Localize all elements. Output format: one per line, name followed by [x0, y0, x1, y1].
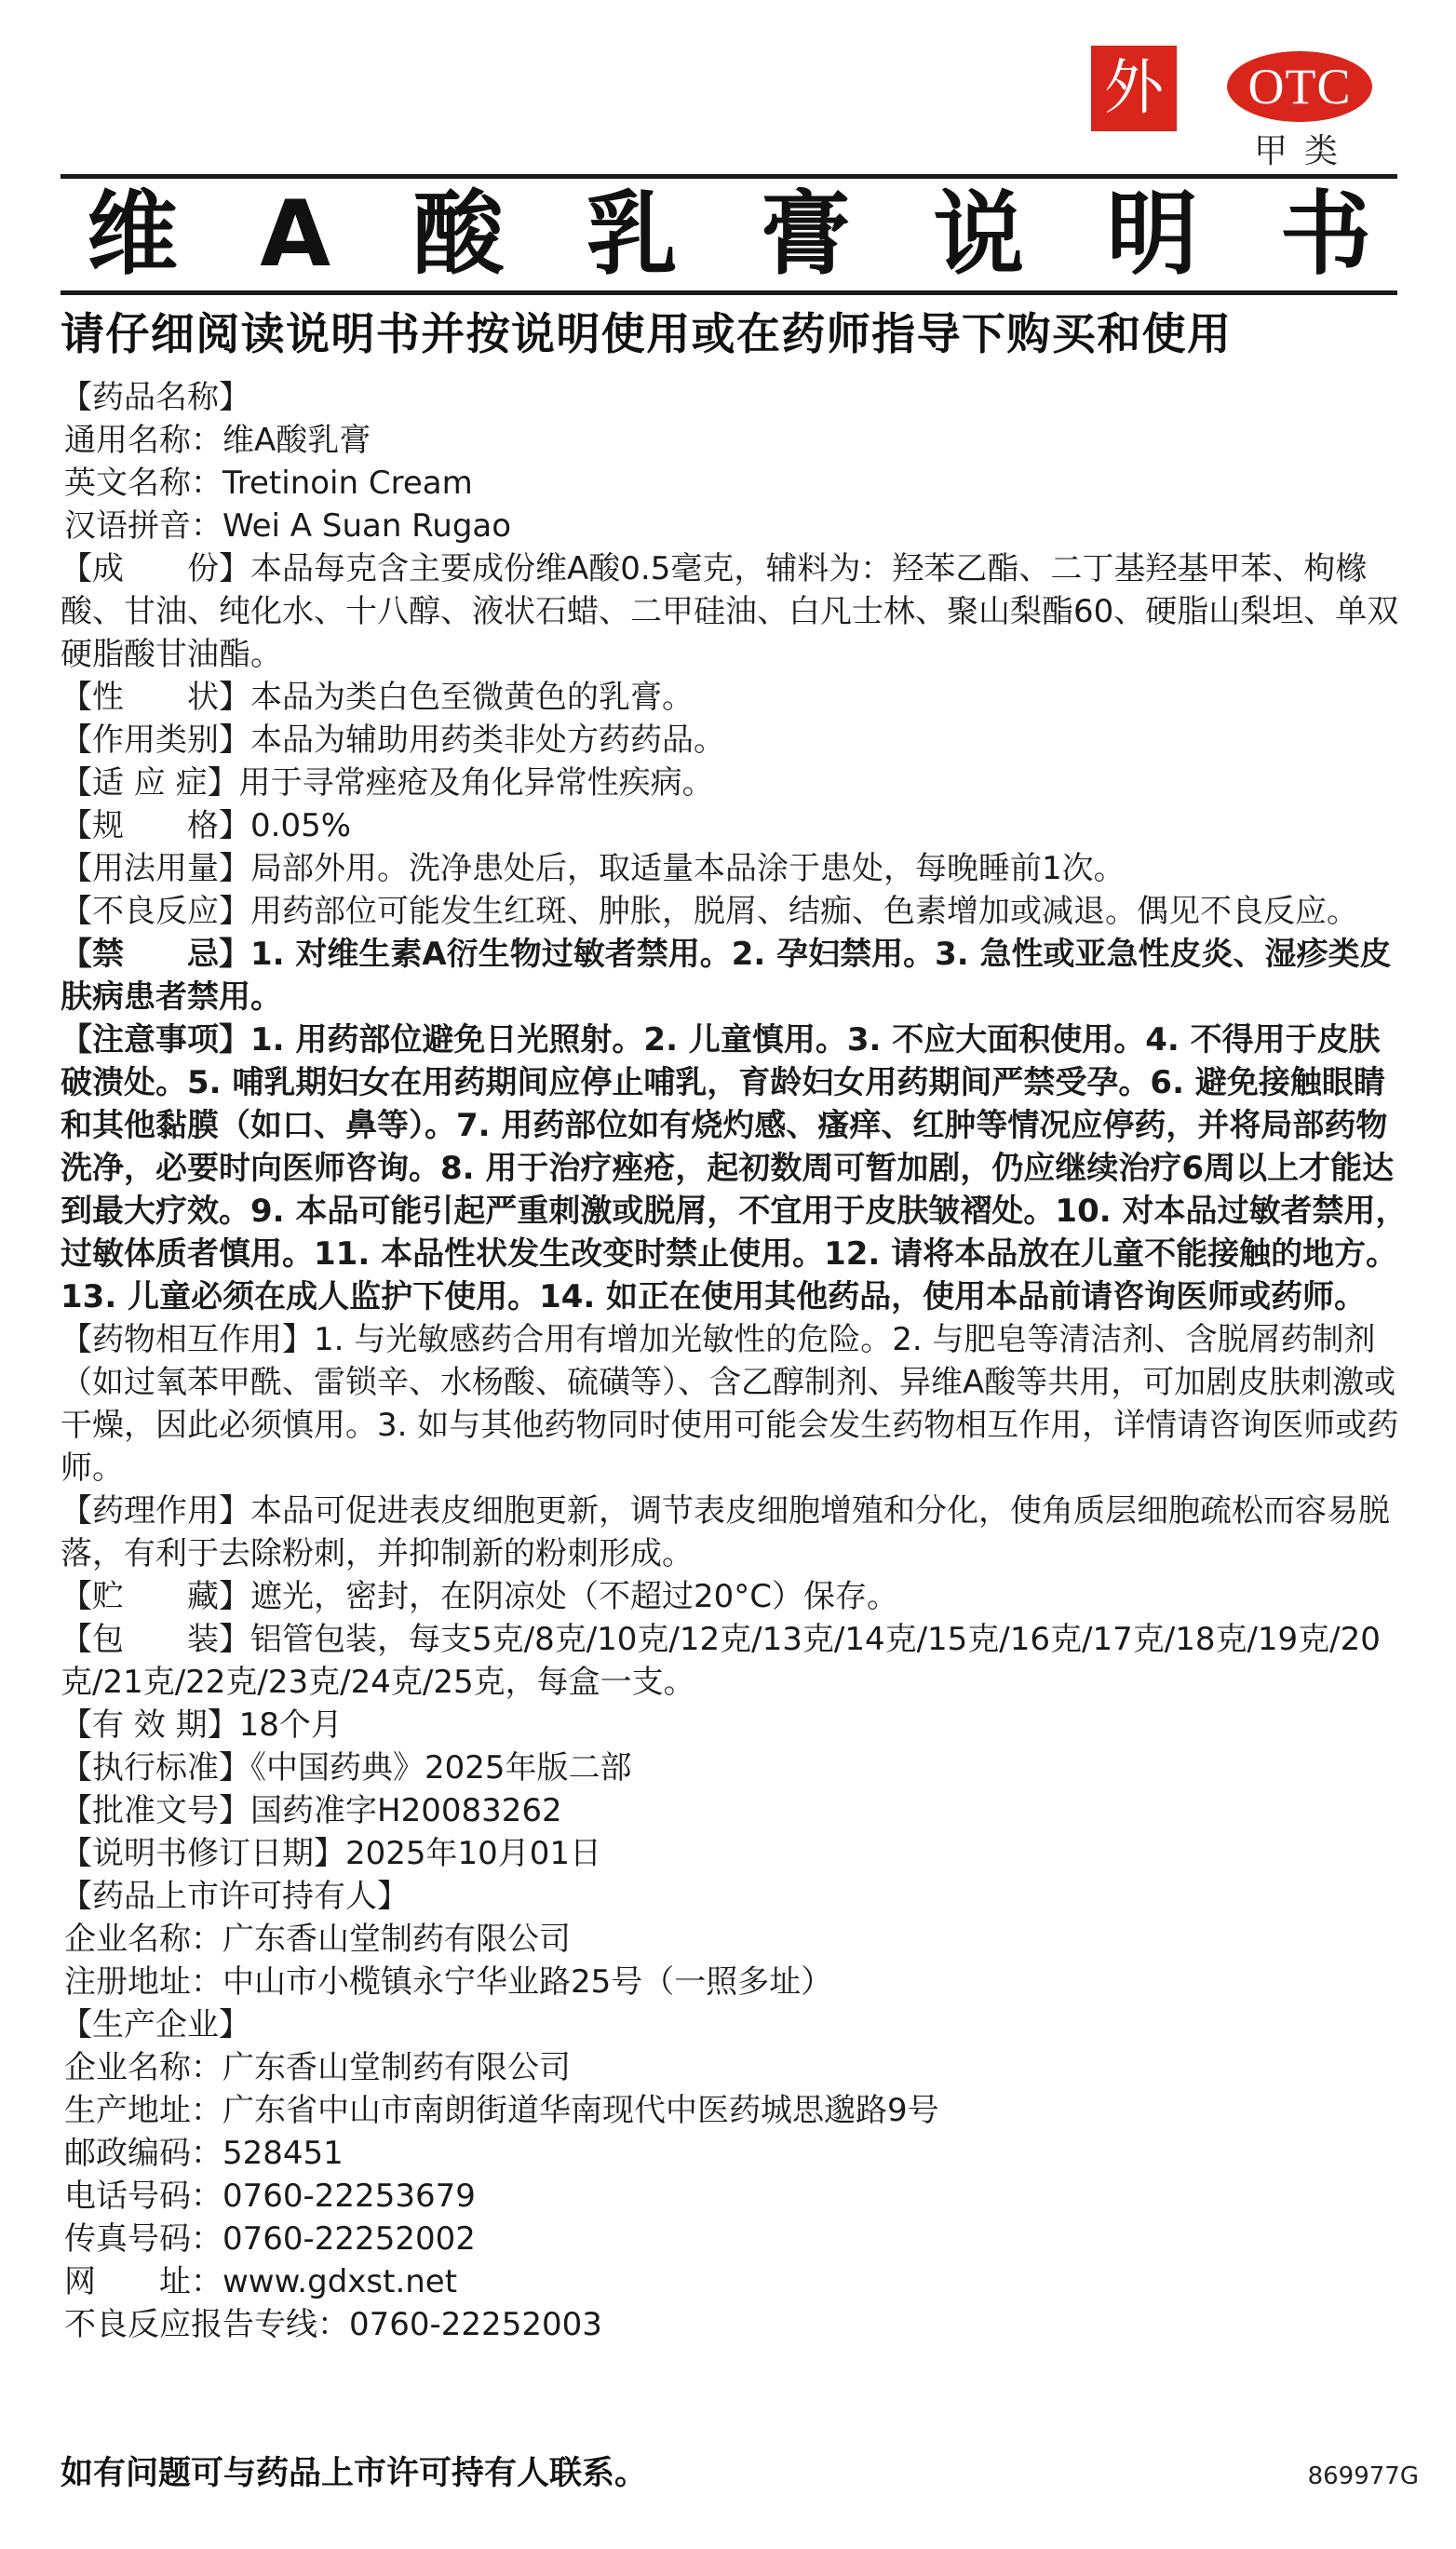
section-value: 2025年10月01日	[345, 1835, 602, 1872]
specification-section	[61, 804, 1410, 847]
field-label: 汉语拼音：	[64, 507, 222, 545]
external-use-badge	[1091, 46, 1177, 131]
section-label: 【药物相互作用】	[61, 1321, 314, 1358]
page-title	[61, 179, 1397, 290]
phone-row	[61, 2175, 1410, 2218]
otc-oval-icon	[1227, 51, 1372, 122]
section-value: 遮光，密封，在阴凉处（不超过20°C）保存。	[250, 1578, 899, 1615]
package-section	[61, 1618, 1410, 1704]
section-label: 【禁 忌】	[61, 936, 250, 973]
section-label: 【作用类别】	[61, 722, 250, 759]
section-value: 本品为辅助用药类非处方药药品。	[250, 722, 725, 759]
title-char: 酸	[412, 182, 505, 288]
ingredients-section	[61, 547, 1410, 676]
field-label: 生产地址：	[64, 2092, 222, 2129]
field-label: 英文名称：	[64, 465, 222, 502]
field-label: 企业名称：	[64, 1921, 222, 1958]
section-value: 1. 对维生素A衍生物过敏者禁用。2. 孕妇禁用。3. 急性或亚急性皮炎、湿疹类皮肤病患者禁用。	[61, 936, 1392, 1016]
section-value: 18个月	[238, 1706, 343, 1744]
mah-name-row	[61, 1918, 1410, 1961]
print-code: 869977G	[1307, 2462, 1419, 2490]
title-char: 维	[87, 182, 179, 288]
section-value: 本品可促进表皮细胞更新，调节表皮细胞增殖和分化，使角质层细胞疏松而容易脱落，有利于去除粉刺，并抑制新的粉刺形成。	[61, 1492, 1390, 1572]
fax-row	[61, 2218, 1410, 2260]
storage-section	[61, 1575, 1410, 1618]
section-label: 【药理作用】	[61, 1492, 250, 1530]
validity-section	[61, 1704, 1410, 1747]
otc-class-label: 甲类	[1253, 132, 1355, 170]
indications-section	[61, 762, 1410, 804]
website-link[interactable]: www.gdxst.net	[222, 2263, 458, 2300]
field-value: Tretinoin Cream	[222, 465, 473, 502]
title-char: 说	[933, 182, 1025, 288]
section-value: 铝管包装，每支5克/8克/10克/12克/13克/14克/15克/16克/17克/18克/19克/20克/21克/22克/23克/24克/25克，每盒一支。	[61, 1621, 1381, 1701]
title-char: 乳	[586, 182, 678, 288]
title-char: 明	[1106, 182, 1198, 288]
field-value: 0760-22252003	[349, 2306, 602, 2343]
section-value: 国药准字H20083262	[250, 1792, 562, 1829]
field-value: 528451	[222, 2135, 344, 2172]
title-char: 膏	[760, 182, 852, 288]
generic-name-row	[61, 419, 1410, 462]
section-value: 局部外用。洗净患处后，取适量本品涂于患处，每晚睡前1次。	[250, 850, 1126, 887]
contraindications-section	[61, 933, 1410, 1018]
section-label: 【用法用量】	[61, 850, 250, 887]
field-value: 广东香山堂制药有限公司	[222, 2049, 571, 2086]
interactions-section	[61, 1318, 1410, 1490]
otc-label: OTC	[1247, 59, 1352, 115]
section-label: 【执行标准】	[61, 1749, 250, 1787]
section-value: 1. 用药部位避免日光照射。2. 儿童慎用。3. 不应大面积使用。4. 不得用于皮肤破溃处。5. 哺乳期妇女在用药期间应停止哺乳，育龄妇女用药期间严禁受孕。6. 避免接触眼睛和其他黏膜（如口、鼻等）。7. 用药部位如有烧灼感、瘙痒、红肿等情况应停药，并将局部药物洗净，必要时向医师咨询。8. 用于治疗痤疮，起初数周可暂加剧，仍应继续治疗6周以上才能达到最大疗效。9. 本品可能引起严重刺激或脱屑，不宜用于皮肤皱褶处。10. 对本品过敏者禁用，过敏体质者慎用。11. 本品性状发生改变时禁止使用。12. 请将本品放在儿童不能接触的地方。13. 儿童必须在成人监护下使用。14. 如正在使用其他药品，使用本品前请咨询医师或药师。	[61, 1021, 1408, 1315]
section-value: 用药部位可能发生红斑、肿胀，脱屑、结痂、色素增加或减退。偶见不良反应。	[250, 893, 1358, 930]
section-label: 【说明书修订日期】	[61, 1835, 345, 1872]
precautions-section	[61, 1018, 1410, 1318]
section-value: 1. 与光敏感药合用有增加光敏性的危险。2. 与肥皂等清洁剂、含脱屑药制剂（如过氧苯甲酰、雷锁辛、水杨酸、硫磺等）、含乙醇制剂、异维A酸等共用，可加剧皮肤刺激或干燥，因此必须慎用。3. 如与其他药物同时使用可能会发生药物相互作用，详情请咨询医师或药师。	[61, 1321, 1399, 1487]
section-value: 本品为类白色至微黄色的乳膏。	[250, 679, 694, 716]
title-char: A	[260, 182, 331, 288]
field-label: 邮政编码：	[64, 2135, 222, 2172]
revision-date-section	[61, 1832, 1410, 1875]
category-section	[61, 719, 1410, 762]
section-label: 【包 装】	[61, 1621, 250, 1658]
manufacturer-heading: 【生产企业】	[61, 2006, 250, 2043]
postcode-row	[61, 2132, 1410, 2175]
section-value: 0.05%	[250, 807, 352, 844]
standard-section	[61, 1747, 1410, 1789]
mah-heading: 【药品上市许可持有人】	[61, 1878, 409, 1915]
badge-area	[0, 0, 1456, 177]
field-value: 广东省中山市南朗街道华南现代中医药城思邈路9号	[222, 2092, 939, 2129]
dosage-section	[61, 847, 1410, 890]
field-value: 广东香山堂制药有限公司	[222, 1921, 571, 1958]
title-divider	[61, 290, 1397, 295]
otc-badge	[1227, 48, 1376, 169]
adverse-hotline-row	[61, 2303, 1410, 2346]
field-value: Wei A Suan Rugao	[222, 507, 512, 545]
field-label: 企业名称：	[64, 2049, 222, 2086]
mah-address-row	[61, 1961, 1410, 2003]
section-value: 《中国药典》2025年版二部	[250, 1749, 632, 1787]
field-label: 注册地址：	[64, 1963, 222, 2001]
contact-note: 如有问题可与药品上市许可持有人联系。	[61, 2455, 648, 2492]
pinyin-name-row	[61, 505, 1410, 547]
approval-section	[61, 1789, 1410, 1832]
description-section	[61, 676, 1410, 719]
section-value: 用于寻常痤疮及角化异常性疾病。	[238, 764, 714, 802]
english-name-row	[61, 462, 1410, 505]
section-label: 【性 状】	[61, 679, 250, 716]
section-label: 【不良反应】	[61, 893, 250, 930]
field-label: 不良反应报告专线：	[64, 2306, 349, 2343]
manufacturer-address-row	[61, 2089, 1410, 2132]
external-use-label: 外	[1104, 54, 1164, 123]
field-label: 网 址：	[64, 2263, 222, 2300]
section-label: 【适 应 症】	[61, 764, 239, 802]
section-label: 【成 份】	[61, 550, 250, 587]
field-value: 中山市小榄镇永宁华业路25号（一照多址）	[222, 1963, 833, 2001]
section-label: 【规 格】	[61, 807, 250, 844]
section-value: 本品每克含主要成份维A酸0.5毫克，辅料为：羟苯乙酯、二丁基羟基甲苯、枸橼酸、甘油、纯化水、十八醇、液状石蜡、二甲硅油、白凡士林、聚山梨酯60、硬脂山梨坦、单双硬脂酸甘油酯。	[61, 550, 1399, 673]
leaflet-body	[61, 376, 1410, 2346]
field-label: 通用名称：	[64, 422, 222, 459]
section-label: 【贮 藏】	[61, 1578, 250, 1615]
field-label: 传真号码：	[64, 2220, 222, 2258]
section-label: 【有 效 期】	[61, 1706, 239, 1744]
field-label: 电话号码：	[64, 2178, 222, 2215]
drug-name-heading: 【药品名称】	[61, 379, 250, 416]
field-value: 0760-22253679	[222, 2178, 476, 2215]
field-value: 维A酸乳膏	[222, 422, 371, 459]
title-char: 书	[1279, 182, 1371, 288]
section-label: 【注意事项】	[61, 1021, 250, 1059]
manufacturer-name-row	[61, 2046, 1410, 2089]
adverse-reactions-section	[61, 890, 1410, 933]
website-row	[61, 2260, 1410, 2303]
reading-advisory: 请仔细阅读说明书并按说明使用或在药师指导下购买和使用	[61, 309, 1233, 360]
field-value: 0760-22252002	[222, 2220, 476, 2258]
section-label: 【批准文号】	[61, 1792, 250, 1829]
pharmacology-section	[61, 1490, 1410, 1575]
